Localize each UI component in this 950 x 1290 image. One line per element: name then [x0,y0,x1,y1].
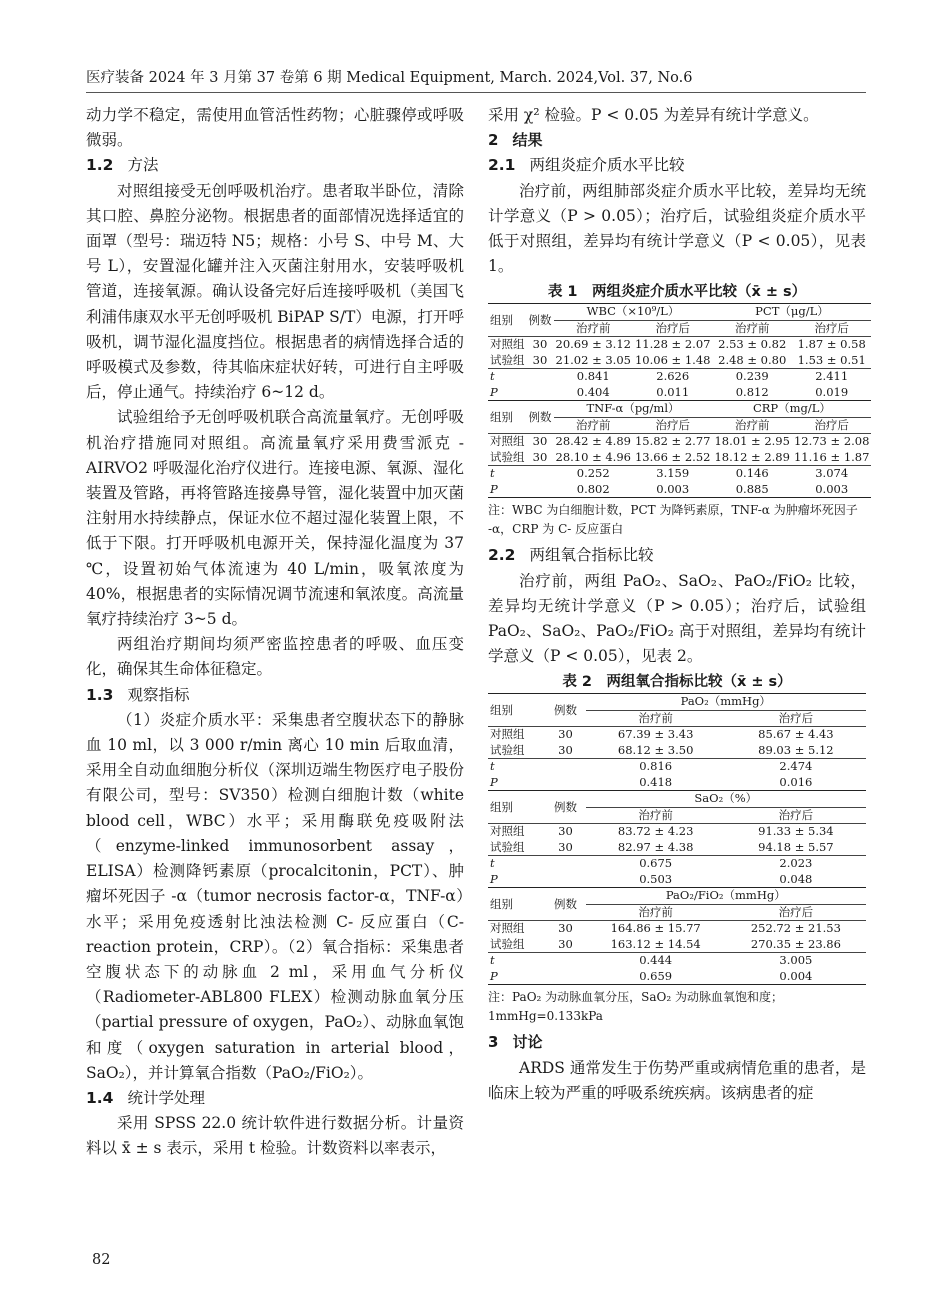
table-cell: 30 [532,352,548,367]
table-cell [527,385,554,401]
table-cell: 2.626 [633,369,712,385]
metric-header: TNF-α（pg/ml） [554,401,713,418]
table-cell: 15.82 ± 2.77 [634,434,711,449]
phase-header: 治疗后 [814,320,849,335]
phase-header: 治疗前 [638,710,673,725]
table-cell: 164.86 ± 15.77 [586,921,726,937]
metric-header: CRP（mg/L） [712,401,871,418]
table-row [488,450,871,466]
section-heading-2 [488,128,866,153]
table-cell: 252.72 ± 21.53 [726,921,866,937]
table-cell [527,466,554,482]
table-cell: 0.444 [586,953,726,969]
table-cell: P [490,384,498,399]
table-cell: 2.411 [792,369,871,385]
table-cell [545,969,585,985]
table-cell: 3.074 [792,466,871,482]
table-cell: 21.02 ± 3.05 [555,352,631,367]
table-cell: 1.87 ± 0.58 [792,337,871,353]
col-group-header: 组别 [488,401,527,434]
col-group-header: 组别 [488,694,545,727]
table-cell: 2.48 ± 0.80 [718,352,787,367]
table-row [488,775,866,791]
col-n-header: 例数 [527,304,554,337]
table-cell: 0.675 [586,856,726,872]
section-number: 1.4 [86,1088,114,1107]
phase-header: 治疗后 [655,417,690,432]
table-cell [545,953,585,969]
paragraph: 对照组接受无创呼吸机治疗。患者取半卧位，清除其口腔、鼻腔分泌物。根据患者的面部情况选择适宜的面罩（型号：瑞迈特 N5；规格：小号 S、中号 M、大号 L），安置湿化罐并注入灭菌注射用水，安装呼吸机管道，连接氧源。确认设备完好后连接呼吸机（美国飞利浦伟康双水平无创呼吸机 BiPAP S/T）电源，打开呼吸机，调节湿化温度挡位。根据患者的病情选择合适的呼吸模式及参数，待其临床症状好转，可进行自主呼吸后，停止通气。持续治疗 6~12 d。 [86,181,464,402]
table-header-row [488,888,866,905]
table-cell: 对照组 [488,824,545,840]
section-heading-2-1 [488,153,866,178]
phase-header: 治疗后 [778,710,814,725]
table-row [488,856,866,872]
table-cell: 对照组 [490,337,525,352]
table-cell: 30 [527,337,554,353]
right-column [488,103,870,1106]
table-cell: 2.474 [726,759,866,775]
table-cell: P [488,482,527,498]
table-cell: 30 [558,742,573,757]
phase-header: 治疗前 [734,320,770,335]
table-row [488,969,866,985]
section-number: 3 [488,1033,499,1052]
section-number: 1.3 [86,685,114,704]
table-row [488,953,866,969]
col-n-header: 例数 [545,694,585,727]
paragraph: 治疗前，两组 PaO₂、SaO₂、PaO₂/FiO₂ 比较，差异均无统计学意义（P > 0.05）；治疗后，试验组 PaO₂、SaO₂、PaO₂/FiO₂ 高于对照组，差异均有统计学意义（P < 0.05），见表 2。 [488,571,866,666]
table-cell: 试验组 [490,839,525,854]
table-cell: 0.003 [792,482,871,498]
metric-header: SaO₂（%） [586,791,866,808]
table-cell: P [490,871,498,886]
table-cell: t [488,759,545,775]
table-row [488,921,866,937]
section-heading-1-2 [86,153,464,178]
table-cell: 30 [545,824,585,840]
table-cell: 11.28 ± 2.07 [634,337,711,352]
table-cell: 0.011 [656,384,690,399]
phase-header: 治疗前 [575,320,611,335]
paragraph: （1）炎症介质水平：采集患者空腹状态下的静脉血 10 ml，以 3 000 r/min 离心 10 min 后取血清，采用全自动血细胞分析仪（深圳迈端生物医疗电子股份有限公司，型号：SV350）检测白细胞计数（white blood cell，WBC）水平；采用酶联免疫吸附法（enzyme-linked immunosorbent assay，ELISA）检测降钙素原（procalcitonin，PCT）、肿瘤坏死因子 -α（tumor necrosis factor-α，TNF-α）水平；采用免疫透射比浊法检测 C- 反应蛋白（C-reaction protein，CRP）。（2）氧合指标：采集患者空腹状态下的动脉血 2 ml，采用血气分析仪（Radiometer-ABL800 FLEX）检测动脉血氧分压（partial pressure of oxygen，PaO₂）、动脉血氧饱和度（oxygen saturation in arterial blood，SaO₂），并计算氧合指数（PaO₂/FiO₂）。 [86,710,464,1082]
table-cell: 1.53 ± 0.51 [797,352,866,367]
paragraph: 试验组给予无创呼吸机联合高流量氧疗。无创呼吸机治疗措施同对照组。高流量氧疗采用费雪派克 -AIRVO2 呼吸湿化治疗仪进行。连接电源、氧源、湿化装置及管路，再将管路连接鼻导管，湿化装置中加灭菌注射用水持续静点，保证水位不超过湿化装置上限，不低于下限。打开呼吸机电源开关，保持湿化温度为 37 ℃，设置初始气体流速为 40 L/min，吸氧浓度为 40%，根据患者的实际情况调节流速和氧浓度。高流量氧疗持续治疗 3~5 d。 [86,408,464,629]
table-cell: 30 [545,921,585,937]
paragraph: 动力学不稳定，需使用血管活性药物；心脏骤停或呼吸微弱。 [86,106,464,150]
table-cell: 0.659 [586,969,726,985]
table-cell: 11.16 ± 1.87 [793,449,870,464]
table-row [488,727,866,743]
table-cell: 12.73 ± 2.08 [793,434,870,449]
table-cell: 89.03 ± 5.12 [758,742,834,757]
table-cell: 30 [558,839,573,854]
section-heading-2-2 [488,543,866,568]
table-cell: 0.841 [554,369,633,385]
section-title: 方法 [127,156,159,175]
table1-caption: 表 1 两组炎症介质水平比较（x̄ ± s） [547,284,807,301]
table-row [488,434,871,450]
phase-header: 治疗前 [734,417,770,432]
table-row [488,482,871,498]
phase-header: 治疗前 [638,807,673,822]
table-cell: 试验组 [490,936,525,951]
table-cell: t [488,369,527,385]
table-header-row [488,401,871,418]
table-cell: 0.418 [639,774,673,789]
table-cell: 0.048 [779,871,813,886]
table-row [488,937,866,953]
table-cell: 0.816 [586,759,726,775]
table1 [488,303,871,498]
phase-header: 治疗前 [638,904,673,919]
table-row [488,466,871,482]
left-column [86,103,464,1162]
section-heading-1-4 [86,1086,464,1111]
table-cell: 3.005 [726,953,866,969]
table-cell [545,856,585,872]
section-title: 统计学处理 [127,1088,205,1107]
col-group-header: 组别 [488,791,545,824]
table-cell: 30 [558,936,573,951]
phase-header: 治疗后 [814,417,849,432]
table-row [488,759,866,775]
col-group-header: 组别 [488,304,527,337]
table-cell: 0.885 [712,482,791,498]
section-number: 2 [488,131,499,150]
table-cell: t [488,466,527,482]
table-header-row [488,791,866,808]
page-number: 82 [92,1252,111,1268]
table-cell: P [490,774,498,789]
paragraph: 两组治疗期间均须严密监控患者的呼吸、血压变化，确保其生命体征稳定。 [86,635,464,679]
paragraph: 治疗前，两组肺部炎症介质水平比较，差异均无统计学意义（P > 0.05）；治疗后，试验组炎症介质水平低于对照组，差异均有统计学意义（P < 0.05），见表 1。 [488,181,866,276]
section-title: 两组炎症介质水平比较 [529,156,685,175]
table-cell: 0.004 [726,969,866,985]
table-cell: 94.18 ± 5.57 [758,839,834,854]
table-cell: t [488,953,545,969]
table-cell: t [488,856,545,872]
table-cell: 试验组 [490,742,525,757]
col-n-header: 例数 [527,401,554,434]
table-cell: 0.016 [779,774,813,789]
table-cell: 0.146 [712,466,791,482]
header-rule [86,92,866,93]
table-cell: 30 [545,727,585,743]
metric-header: PaO₂（mmHg） [586,694,866,711]
table-header-row [488,304,871,321]
table1-note: 注：WBC 为白细胞计数，PCT 为降钙素原，TNF-α 为肿瘤坏死因子 -α，CRP 为 C- 反应蛋白 [488,503,858,537]
metric-header: WBC（×10⁹/L） [554,304,713,321]
table-cell: 试验组 [490,449,525,464]
section-title: 两组氧合指标比较 [529,546,654,565]
table2-caption: 表 2 两组氧合指标比较（x̄ ± s） [562,674,792,691]
table2 [488,693,866,985]
table-row [488,369,871,385]
table-cell: 20.69 ± 3.12 [555,337,631,352]
table-cell: P [488,969,545,985]
table-cell: 2.023 [726,856,866,872]
table-row [488,385,871,401]
table-header-row [488,694,866,711]
table-row [488,353,871,369]
table-cell: 对照组 [488,921,545,937]
section-title: 结果 [512,131,543,150]
table-row [488,840,866,856]
section-number: 1.2 [86,156,114,175]
col-group-header: 组别 [488,888,545,921]
table-cell [527,369,554,385]
metric-header: PaO₂/FiO₂（mmHg） [586,888,866,905]
phase-header: 治疗前 [575,417,611,432]
section-heading-1-3 [86,683,464,708]
table-cell: 0.503 [639,871,673,886]
phase-header: 治疗后 [778,904,814,919]
table-cell: 83.72 ± 4.23 [586,824,726,840]
col-n-header: 例数 [545,888,585,921]
table-cell: 3.159 [633,466,712,482]
section-number: 2.1 [488,156,516,175]
paragraph: ARDS 通常发生于伤势严重或病情危重的患者，是临床上较为严重的呼吸系统疾病。该病患者的症 [488,1058,866,1102]
table-cell: 82.97 ± 4.38 [617,839,694,854]
table-cell: 10.06 ± 1.48 [634,352,711,367]
table-cell: 0.404 [576,384,610,399]
table-cell: 0.019 [815,384,849,399]
table-cell [545,759,585,775]
section-title: 讨论 [512,1033,543,1052]
table-row [488,337,871,353]
table-row [488,872,866,888]
table-cell: 对照组 [490,434,525,449]
metric-header: PCT（μg/L） [712,304,871,321]
running-header: 医疗装备 2024 年 3 月第 37 卷第 6 期 Medical Equipment, March. 2024,Vol. 37, No.6 [86,70,693,86]
phase-header: 治疗后 [778,807,814,822]
table-cell: 18.12 ± 2.89 [714,449,790,464]
table-row [488,743,866,759]
section-title: 观察指标 [127,685,190,704]
table-cell: 0.252 [554,466,633,482]
table-cell: 67.39 ± 3.43 [586,727,726,743]
table-cell [545,872,585,888]
table-cell: 0.239 [712,369,791,385]
col-n-header: 例数 [545,791,585,824]
table-cell [527,482,554,498]
table-cell: 13.66 ± 2.52 [634,449,711,464]
table-cell: 2.53 ± 0.82 [712,337,791,353]
table-cell: 68.12 ± 3.50 [617,742,694,757]
table-cell: 0.802 [554,482,633,498]
section-heading-3 [488,1030,866,1055]
table-cell: 30 [532,449,548,464]
table-cell: 163.12 ± 14.54 [610,936,701,951]
table-cell [545,775,585,791]
table-cell: 270.35 ± 23.86 [750,936,841,951]
table-cell: 30 [527,434,554,450]
table-cell: 28.42 ± 4.89 [555,434,631,449]
phase-header: 治疗后 [655,320,690,335]
table2-note: 注：PaO₂ 为动脉血氧分压，SaO₂ 为动脉血氧饱和度；1mmHg=0.133kPa [488,990,783,1024]
table-cell: 试验组 [490,352,525,367]
paragraph: 采用 SPSS 22.0 统计软件进行数据分析。计量资料以 x̄ ± s 表示，采用 t 检验。计数资料以率表示， [86,1114,464,1158]
table-cell: 18.01 ± 2.95 [714,434,790,449]
paragraph: 采用 χ² 检验。P < 0.05 为差异有统计学意义。 [488,106,819,124]
table-cell: 对照组 [488,727,545,743]
table-row [488,824,866,840]
table-cell: 85.67 ± 4.43 [726,727,866,743]
table-cell: 28.10 ± 4.96 [555,449,631,464]
section-number: 2.2 [488,546,516,565]
table-cell: 0.003 [633,482,712,498]
table-cell: 0.812 [735,384,769,399]
table-cell: 91.33 ± 5.34 [726,824,866,840]
